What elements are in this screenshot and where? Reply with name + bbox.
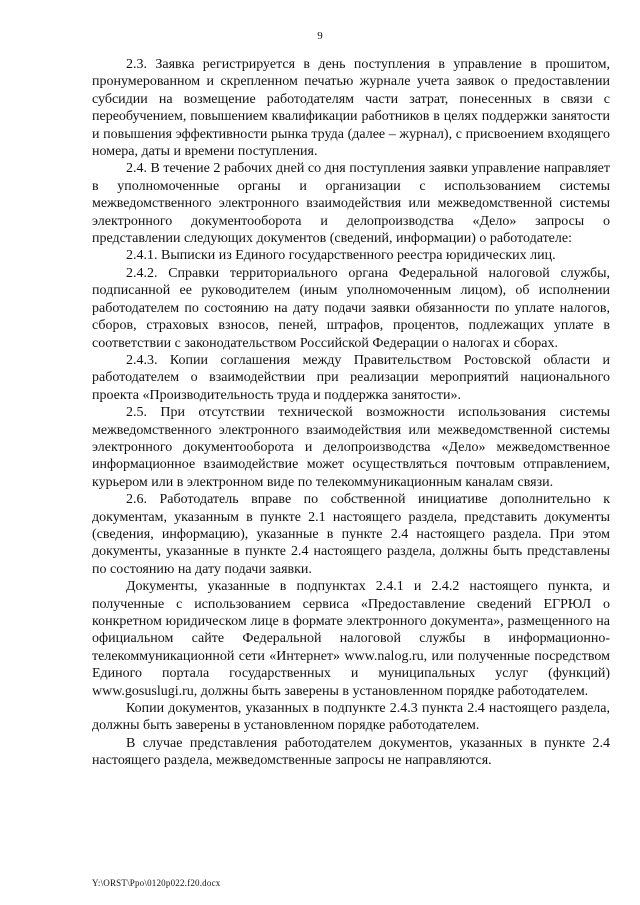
paragraph-2-4-1: 2.4.1. Выписки из Единого государственного реестра юридических лиц.: [126, 248, 556, 264]
footer-file-path: Y:\ORST\Ppo\0120p022.f20.docx: [92, 878, 221, 888]
paragraph-no-requests: В случае представления работодателем документов, указанных в пункте 2.4 настоящего раздела, межведомственные запросы не направляются.: [92, 735, 610, 769]
paragraph-2-3: 2.3. Заявка регистрируется в день поступления в управление в прошитом, пронумерованном и скрепленном печатью журнале учета заявок о предоставлении субсидии на возмещение работодателям части затрат, понесенных в связи с переобучением, повышением квалификации работников в целях поддержки занятости и повышения эффективности рынка труда (далее – журнал), с присвоением входящего номера, даты и времени поступления.: [92, 57, 610, 160]
page-number: 9: [317, 30, 323, 42]
paragraph-2-4-2: 2.4.2. Справки территориального органа Федеральной налоговой службы, подписанной ее руководителем (иным уполномоченным лицом), об исполнении работодателем по состоянию на дату подачи заявки обязанности по уплате налогов, сборов, страховых взносов, пеней, штрафов, процентов, подлежащих уплате в соответствии с законодательством Российской Федерации о налогах и сборах.: [92, 265, 610, 351]
paragraph-copies-2-4-3: Копии документов, указанных в подпункте 2.4.3 пункта 2.4 настоящего раздела, должны быть заверены в установленном порядке работодателем.: [92, 701, 610, 734]
paragraph-2-4-3: 2.4.3. Копии соглашения между Правительством Ростовской области и работодателем о взаимодействии при реализации мероприятий национального проекта «Производительность труда и поддержка занятости».: [92, 352, 610, 403]
paragraph-2-5: 2.5. При отсутствии технической возможности использования системы межведомственного электронного взаимодействия или межведомственной системы электронного документооборота и делопроизводства «Дело» межведомственное информационное взаимодействие может осуществляться почтовым отправлением, курьером или в электронном виде по телекоммуникационным каналам связи.: [92, 405, 610, 490]
paragraph-2-6: 2.6. Работодатель вправе по собственной инициативе дополнительно к документам, указанным в пункте 2.1 настоящего раздела, представить документы (сведения, информацию), указанные в пункте 2.4 настоящего раздела. При этом документы, указанные в пункте 2.4 настоящего раздела, должны быть представлены по состоянию на дату подачи заявки.: [92, 492, 610, 577]
paragraph-documents-egrul: Документы, указанные в подпунктах 2.4.1 и 2.4.2 настоящего пункта, и полученные с использованием сервиса «Предоставление сведений ЕГРЮЛ о конкретном юридическом лице в формате электронного документа», размещенного на официальном сайте Федеральной налоговой службы в информационно-телекоммуникационной сети «Интернет» www.nalog.ru, или полученные посредством Единого портала государственных и муниципальных услуг (функций) www.gosuslugi.ru, должны быть заверены в установленном порядке работодателем.: [92, 579, 610, 699]
document-body: [92, 56, 610, 770]
paragraph-2-4: 2.4. В течение 2 рабочих дней со дня поступления заявки управление направляет в уполномоченные органы и организации с использованием системы межведомственного электронного взаимодействия или межведомственной системы электронного документооборота и делопроизводства «Дело» запросы о представлении следующих документов (сведений, информации) о работодателе:: [92, 161, 610, 247]
